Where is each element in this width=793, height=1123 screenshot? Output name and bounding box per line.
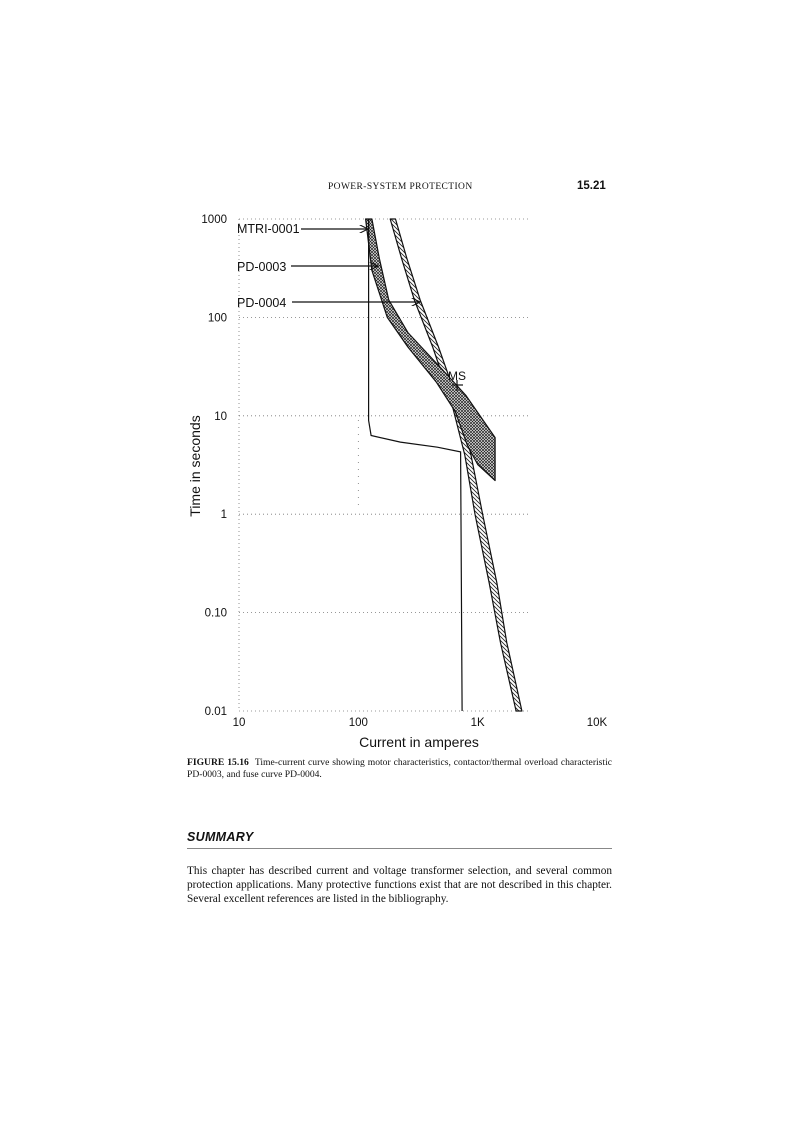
figure-label: FIGURE 15.16 [187, 757, 249, 768]
running-title: POWER-SYSTEM PROTECTION [328, 182, 473, 192]
figure-caption-text: Time-current curve showing motor characteristics, contactor/thermal overload characteristic PD-0003, and fuse curve PD-0004. [187, 757, 612, 780]
series-pd-0004-band [390, 219, 522, 711]
x-tick-label: 1K [470, 717, 485, 729]
y-axis-label: Time in seconds [187, 415, 203, 517]
section-divider [187, 848, 612, 849]
x-tick-label: 10 [232, 717, 246, 729]
figure-caption [187, 757, 612, 781]
summary-heading: SUMMARY [187, 830, 254, 844]
chart-series [366, 219, 522, 711]
y-tick-label: 0.10 [204, 607, 227, 620]
y-tick-label: 100 [207, 312, 227, 325]
callout-pd-0003: PD-0003 [237, 260, 287, 274]
callout-pd-0004: PD-0004 [237, 296, 287, 310]
summary-paragraph: This chapter has described current and voltage transformer selection, and several common protection applications. Many protective functions exist that are not described in this chapter. Several excellent references are listed in the bibliography. [187, 865, 612, 906]
y-tick-label: 1 [220, 509, 227, 522]
y-tick-label: 10 [214, 410, 227, 423]
x-axis-label: Current in amperes [359, 734, 479, 750]
tick-labels [201, 214, 607, 729]
callouts [237, 222, 420, 310]
y-tick-label: 0.01 [204, 706, 227, 718]
ms-label: MS [448, 369, 466, 383]
callout-mtri-0001: MTRI-0001 [237, 222, 300, 236]
x-tick-label: 100 [348, 717, 368, 729]
y-tick-label: 1000 [201, 214, 227, 226]
page-number: 15.21 [577, 180, 606, 192]
x-tick-label: 10K [586, 717, 608, 729]
series-pd-0003-band [366, 219, 496, 481]
